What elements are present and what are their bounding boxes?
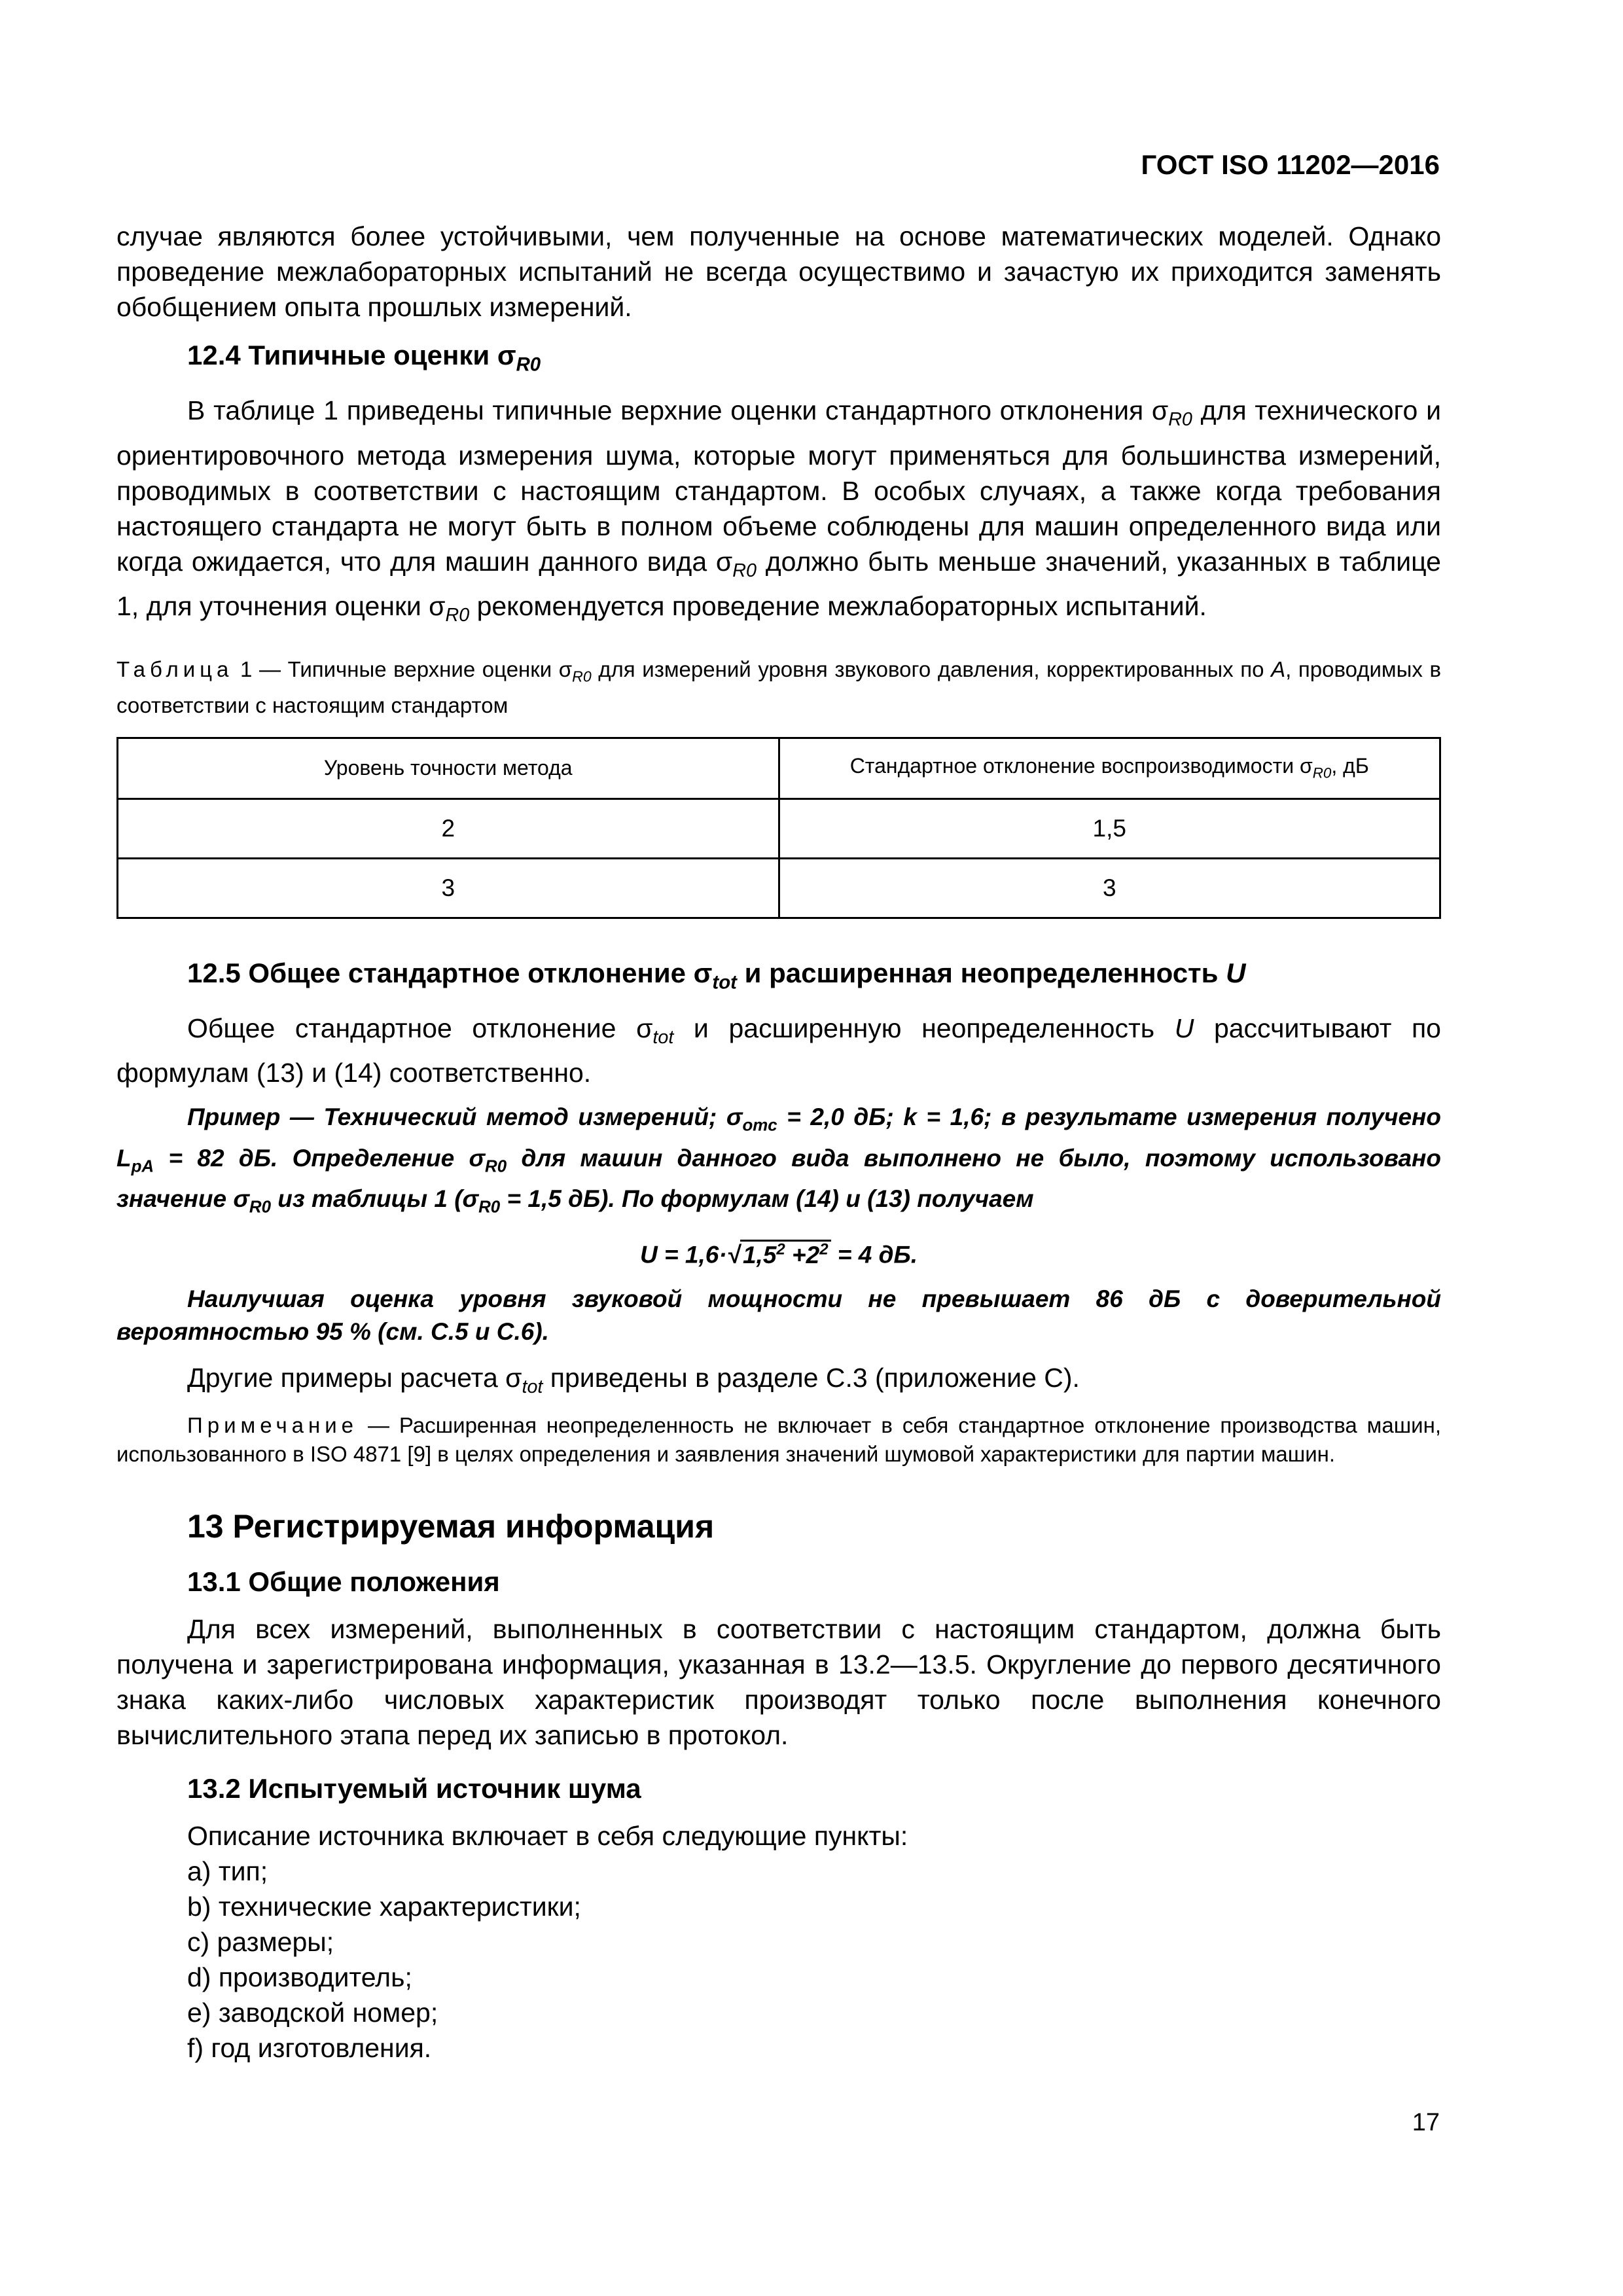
page-content [116,219,1441,2066]
table-1-caption [116,655,1441,720]
table-cell-level: 3 [118,858,779,918]
text-run: должно быть меньше значений, указанных в таблице 1, для уточнения оценки σ [116,546,1441,621]
text-run: 12.5 Общее стандартное отклонение σ [187,957,713,988]
example-conclusion: Наилучшая оценка уровня звуковой мощности не превышает 86 дБ с доверительной вероятностью 95 % (см. С.5 и С.6). [116,1285,1441,1345]
list-item: e) заводской номер; [187,1997,438,2028]
subscript: R0 [572,668,592,685]
text-run: для измерений уровня звукового давления, корректированных по [591,656,1272,681]
superscript: 2 [776,1240,785,1259]
subscript: R0 [478,1198,501,1217]
subscript: omc [742,1116,777,1135]
section-12-5-heading [116,956,1441,1000]
section-13-2-intro: Описание источника включает в себя следующие пункты: [187,1820,908,1851]
italic-letter: U [1226,957,1246,988]
list-item: d) производитель; [187,1962,412,1992]
formula [116,1230,1441,1274]
other-examples-paragraph [116,1360,1441,1405]
table-label: Таблица [116,656,234,681]
text-run: +2 [785,1241,820,1268]
text-run: = 2,0 дБ; k = 1,6; в результате измерения получено L [116,1103,1441,1172]
intro-paragraph: случае являются более устойчивыми, чем полученные на основе математических моделей. Однако проведение межлабораторных испытаний не всегда осуществимо и зачастую их приходится заменять обобщением опыта прошлых измерений. [116,221,1441,322]
text-run: 1 — Типичные верхние оценки σ [233,656,573,681]
text-run: Стандартное отклонение воспроизводимости σ [849,754,1313,778]
subscript: R0 [445,604,470,626]
section-12-4-heading [116,338,1441,382]
section-13-1-paragraph: Для всех измерений, выполненных в соответствии с настоящим стандартом, должна быть получена и зарегистрирована информация, указанная в 13.2—13.5. Округление до первого десятичного знака каких-либо числовых характеристик производят только после выполнения конечного вычислительного этапа перед их записью в протокол. [116,1613,1441,1750]
table-row [118,858,1440,918]
subscript: R0 [1312,764,1332,781]
text-run: Общее стандартное отклонение σ [187,1013,653,1043]
text-run: рассчитывают по формулам (13) и (14) соответственно. [116,1013,1441,1088]
text-run: для машин данного вида выполнено не было, поэтому использовано значение σ [116,1144,1441,1212]
text-run: = 82 дБ. Определение σ [154,1144,486,1172]
table-row [118,798,1440,858]
italic-letter: A [1271,656,1286,681]
table-cell-level: 2 [118,798,779,858]
list-item: f) год изготовления. [187,2032,432,2063]
subscript: tot [522,1376,543,1397]
superscript: 2 [819,1240,829,1259]
column-header-sigma [779,738,1440,798]
example-paragraph [116,1101,1441,1223]
column-header-level: Уровень точности метода [118,738,779,798]
list-item: c) размеры; [187,1926,334,1957]
table-1 [116,737,1441,919]
sqrt-radicand [740,1240,831,1268]
note-paragraph [116,1411,1441,1469]
section-13-heading: 13 Регистрируемая информация [187,1507,715,1545]
table-cell-sigma: 1,5 [779,798,1440,858]
section-12-5-paragraph [116,1011,1441,1090]
table-cell-sigma: 3 [779,858,1440,918]
subscript: R0 [485,1157,507,1175]
text-run: и расширенная неопределенность [736,957,1226,988]
subscript: R0 [1168,409,1192,431]
list-item: a) тип; [187,1856,268,1886]
italic-letter: U [1174,1013,1194,1043]
text-run: приведены в разделе С.3 (приложение С). [543,1362,1080,1393]
document-header: ГОСТ ISO 11202—2016 [1141,149,1440,180]
text-run: Другие примеры расчета σ [187,1362,522,1393]
text-run: рекомендуется проведение межлабораторных испытаний. [469,590,1207,621]
page-number: 17 [1412,2109,1440,2136]
list-item: b) технические характеристики; [187,1891,581,1922]
text-run: и расширенную неопределенность [673,1013,1175,1043]
text-run: , проводимых в соответствии с настоящим стандартом [116,656,1441,717]
text-run: В таблице 1 приведены типичные верхние оценки стандартного отклонения σ [187,395,1169,426]
section-13-1-heading: 13.1 Общие положения [187,1566,500,1597]
sqrt-symbol: √ [726,1241,740,1268]
subscript: tot [652,1027,674,1049]
subscript: tot [712,971,737,993]
text-run: из таблицы 1 (σ [271,1185,479,1212]
table-header-row [118,738,1440,798]
heading-subscript: R0 [516,353,541,376]
heading-text: 12.4 Типичные оценки σ [187,340,516,370]
subscript: pA [131,1157,154,1175]
formula-rhs: = 4 дБ. [830,1241,918,1268]
text-run: для технического и ориентировочного метода измерения шума, которые могут применяться для большинства измерений, проводимых в соответствии с настоящим стандартом. В особых случаях, а также когда требования настоящего стандарта не могут быть в полном объеме соблюдены для машин определенного вида или когда ожидается, что для машин данного вида σ [116,395,1441,577]
text-run: Пример — Технический метод измерений; σ [187,1103,743,1131]
section-12-4-paragraph [116,393,1441,633]
formula-lhs: U = 1,6· [640,1241,727,1268]
subscript: R0 [249,1198,272,1217]
note-text: — Расширенная неопределенность не включает в себя стандартное отклонение производства машин, использованного в ISO 4871 [9] в целях определения и заявления значений шумовой характеристики для партии машин. [116,1412,1441,1466]
text-run: 1,5 [742,1241,777,1268]
source-description-list [116,1854,1441,2066]
subscript: R0 [732,560,757,581]
text-run: = 1,5 дБ). По формулам (14) и (13) получаем [500,1185,1034,1212]
section-13-2-heading: 13.2 Испытуемый источник шума [187,1772,641,1804]
note-label: Примечание [187,1412,359,1437]
text-run: , дБ [1331,754,1369,778]
